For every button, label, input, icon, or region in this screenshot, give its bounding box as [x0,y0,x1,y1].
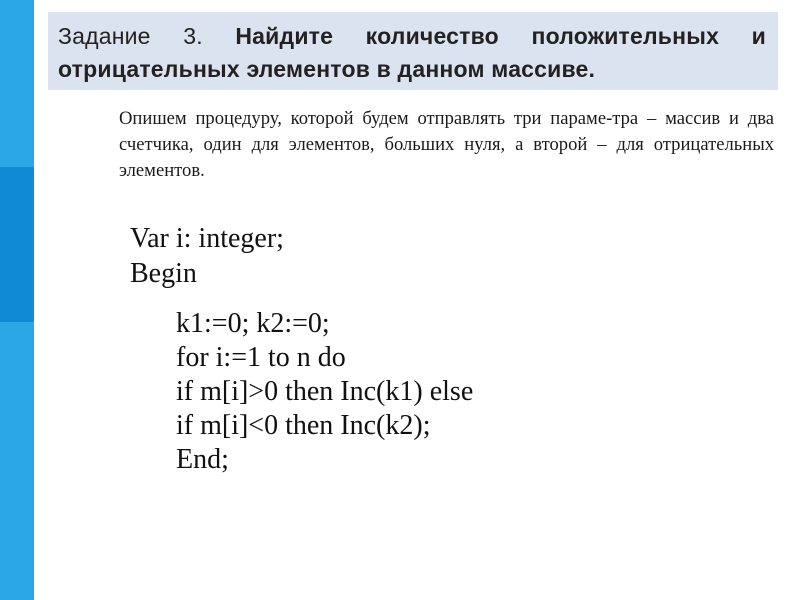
code-line-init: k1:=0; k2:=0; [176,308,330,339]
left-accent-block [0,167,34,322]
left-accent-bar [0,0,34,600]
task-title-box [48,12,778,90]
code-line-begin: Begin [130,258,197,289]
task-number: Задание 3. [58,23,236,49]
task-title [58,20,766,86]
code-line-if-positive: if m[i]>0 then Inc(k1) else [176,376,474,407]
procedure-description: Опишем процедуру, которой будем отправлять три параме-тра – массив и два счетчика, один для элементов, больших нуля, а второй – для отрицательных элементов. [119,108,774,181]
code-line-end: End; [176,444,229,475]
code-line-var: Var i: integer; [130,223,284,254]
task-statement: Найдите количество положительных и отрицательных элементов в данном массиве. [58,23,766,82]
code-line-for: for i:=1 to n do [176,342,346,373]
code-line-if-negative: if m[i]<0 then Inc(k2); [176,410,431,441]
